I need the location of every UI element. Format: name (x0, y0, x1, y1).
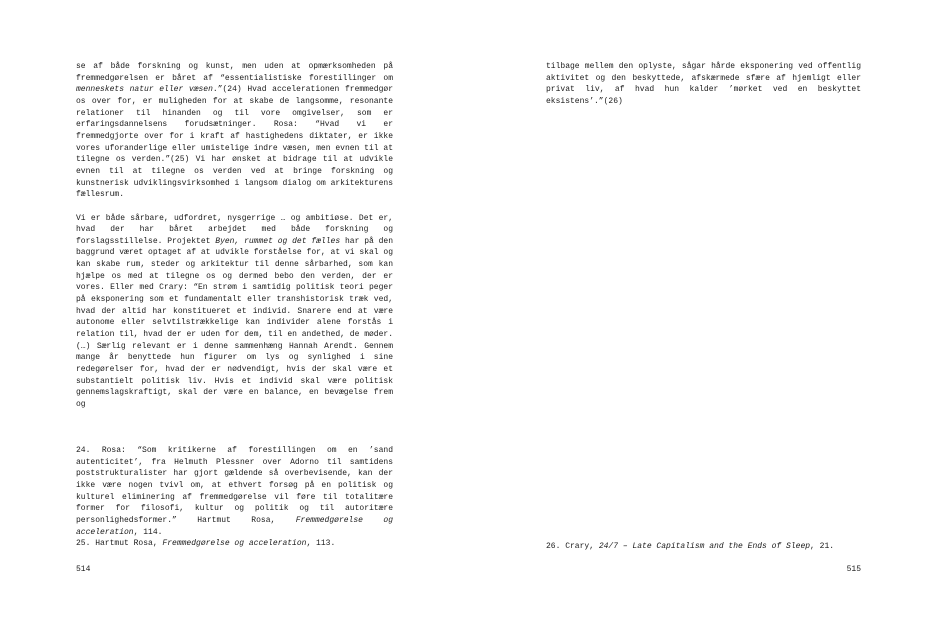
right-body-text (546, 61, 861, 108)
footnote-26: 26. Crary, 24/7 – Late Capitalism and the Ends of Sleep, 21. (546, 542, 835, 551)
page-number-right: 515 (846, 565, 861, 574)
right-footnotes (546, 541, 861, 553)
left-page (0, 0, 467, 624)
page-number-left: 514 (76, 565, 91, 574)
right-page (467, 0, 935, 624)
footnote-24: 24. Rosa: “Som kritikerne af forestillingen om en ’sand autenticitet’, fra Helmuth Plessner over Adorno til samtidens poststrukturalister har gjort gældende så overbevisende, kan der ikke være nogen tvivl om, at ethvert forsøg på en politisk og kulturel eliminering af fremmedgørelse vil føre til totalitære former for filosofi, kultur og politik og til autoritære personlighedsformer.” Hartmut Rosa, Fremmedgørelse og acceleration, 114. (76, 446, 393, 537)
footnote-25: 25. Hartmut Rosa, Fremmedgørelse og acceleration, 113. (76, 539, 336, 549)
left-footnotes (76, 445, 393, 550)
left-paragraph-2: Vi er både sårbare, udfordret, nysgerrige … og ambitiøse. Det er, hvad der har båret arbejdet med både forskning og forslagsstillelse. Projektet Byen, rummet og det fælles har på den baggrund været optaget af at udvikle forståelse for, at vi skal og kan skabe rum, steder og arkitektur til denne sårbarhed, som kan hjælpe os med at tilegne os og dermed bebo den verden, der er vores. Eller med Crary: “En strøm i samtidig politisk teori peger på eksponering som et fundamentalt eller transhistorisk træk ved, hvad der altid har konstitueret et individ. Snarere end at være autonome eller selvtilstrækkelige kan individer alene forstås i relation til, hvad der er uden for dem, til en andethed, de møder. (…) Særlig relevant er i denne sammenhæng Hannah Arendt. Gennem mange år benyttede hun figurer om lys og synlighed i sine redegørelser for, hvad der er nødvendigt, hvis der skal være et substantielt politisk liv. Hvis et individ skal være politisk gennemslagskraftigt, skal der være en balance, en bevægelse frem og (76, 213, 394, 410)
left-paragraph-1: se af både forskning og kunst, men uden at opmærksomheden på fremmedgørelsen er båret af “essentialistiske forestillinger om menneskets natur eller væsen.”(24) Hvad accelerationen fremmedgør os over for, er muligheden for at skabe de langsomme, resonante relationer til hinanden og til vore omgivelser, som er erfaringsdannelsens forudsætninger. Rosa: “Hvad vi er fremmedgjorte over for i kraft af hastighedens diktater, er ikke vores uforanderlige eller umistelige indre væsen, men evnen til at tilegne os verden.”(25) Vi har ønsket at bidrage til at udvikle evnen til at tilegne os verden ved at bringe forskning og kunstnerisk udviklingsvirksomhed i langsom dialog om arkitekturens fællesrum. (76, 62, 393, 200)
left-body-text (76, 61, 393, 411)
right-paragraph-1: tilbage mellem den oplyste, sågar hårde eksponering ved offentlig aktivitet og den beskyttede, afskærmede sfære af hjemligt eller privat liv, af hvad hun kalder ’mørket ved en beskyttet eksistens’.”(26) (546, 62, 861, 106)
